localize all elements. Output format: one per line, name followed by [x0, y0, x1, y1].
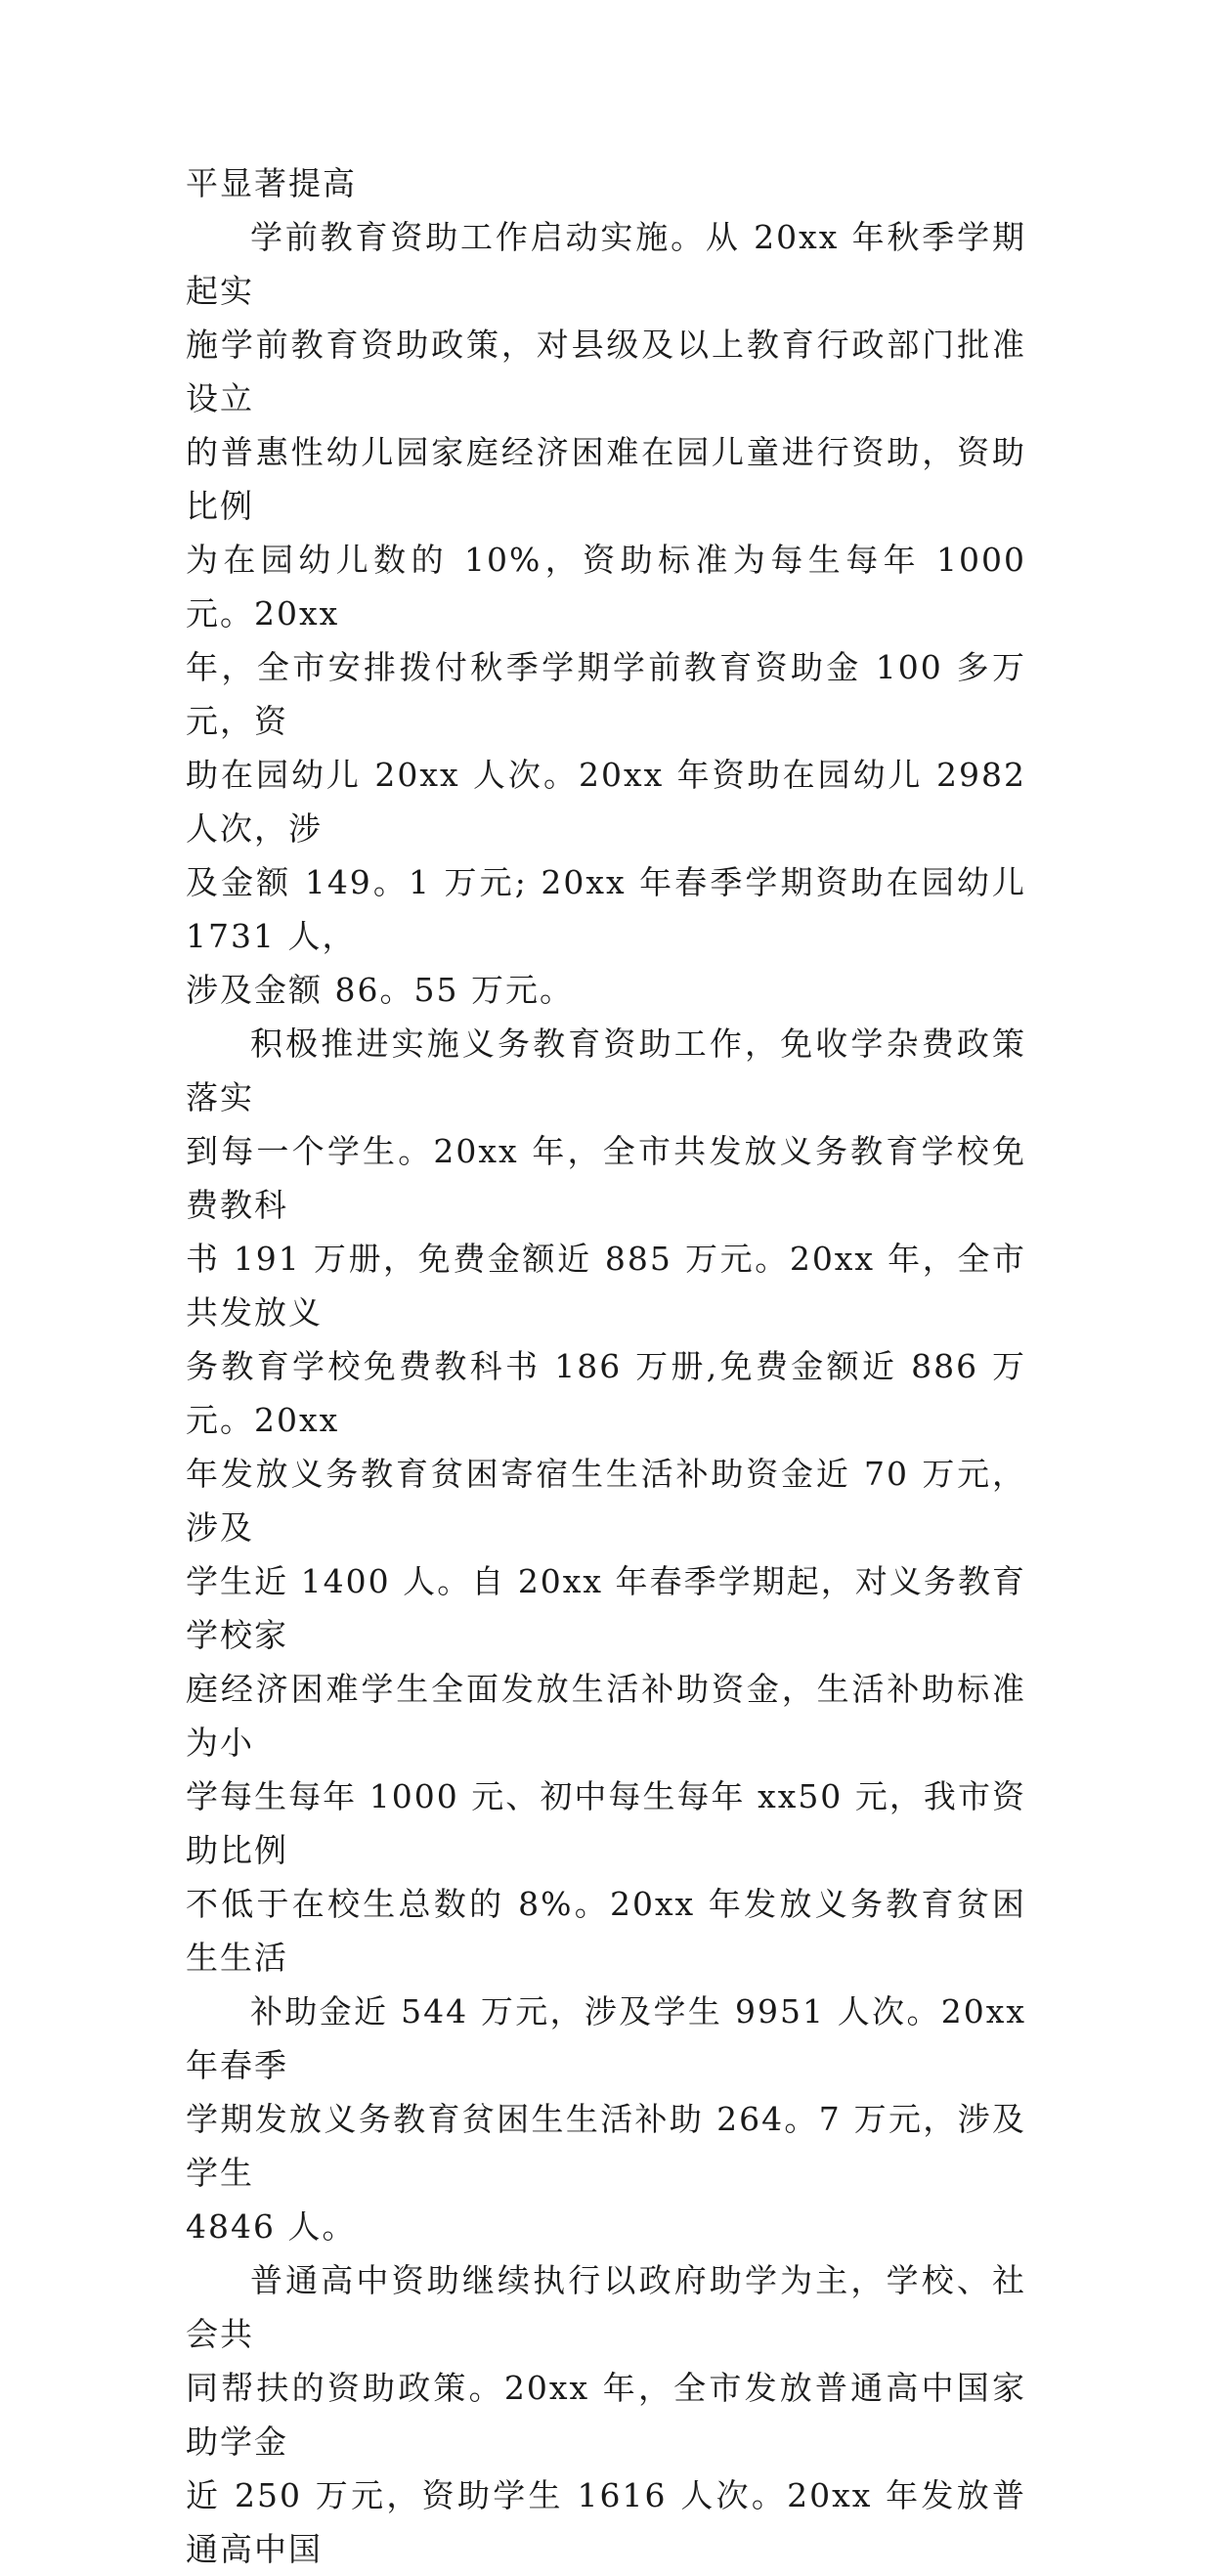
paragraph-preschool-aid: 学前教育资助工作启动实施。从 20xx 年秋季学期起实 施学前教育资助政策，对县级及以上教育行政部门批准设立 的普惠性幼儿园家庭经济困难在园儿童进行资助，资助比例 为在园幼儿数的 10%，资助标准为每生每年 1000 元。20xx 年，全市安排拨付秋季学期学前教育资助金 100 多万元，资 助在园幼儿 20xx 人次。20xx 年资助在园幼儿 2982 人次，涉 及金额 149。1 万元; 20xx 年春季学期资助在园幼儿 1731 人， 涉及金额 86。55 万元。: [186, 218, 1026, 1009]
document-body: [186, 156, 1026, 2576]
paragraph-high-school-aid: 普通高中资助继续执行以政府助学为主，学校、社会共 同帮扶的资助政策。20xx 年，全市发放普通高中国家助学金 近 250 万元，资助学生 1616 人次。20xx 年发放普通高中国: [186, 2261, 1026, 2568]
paragraph-living-subsidy: 补助金近 544 万元，涉及学生 9951 人次。20xx 年春季 学期发放义务教育贫困生生活补助 264。7 万元，涉及学生 4846 人。: [186, 1992, 1026, 2246]
paragraph-compulsory-education-aid: 积极推进实施义务教育资助工作，免收学杂费政策落实 到每一个学生。20xx 年，全市共发放义务教育学校免费教科 书 191 万册，免费金额近 885 万元。20xx 年，全市共发放义 务教育学校免费教科书 186 万册,免费金额近 886 万元。20xx 年发放义务教育贫困寄宿生生活补助资金近 70 万元，涉及 学生近 1400 人。自 20xx 年春季学期起，对义务教育学校家 庭经济困难学生全面发放生活补助资金，生活补助标准为小 学每生每年 1000 元、初中每生每年 xx50 元，我市资助比例 不低于在校生总数的 8%。20xx 年发放义务教育贫困生生活: [186, 1025, 1026, 1977]
paragraph-continuation: 平显著提高: [186, 164, 357, 202]
